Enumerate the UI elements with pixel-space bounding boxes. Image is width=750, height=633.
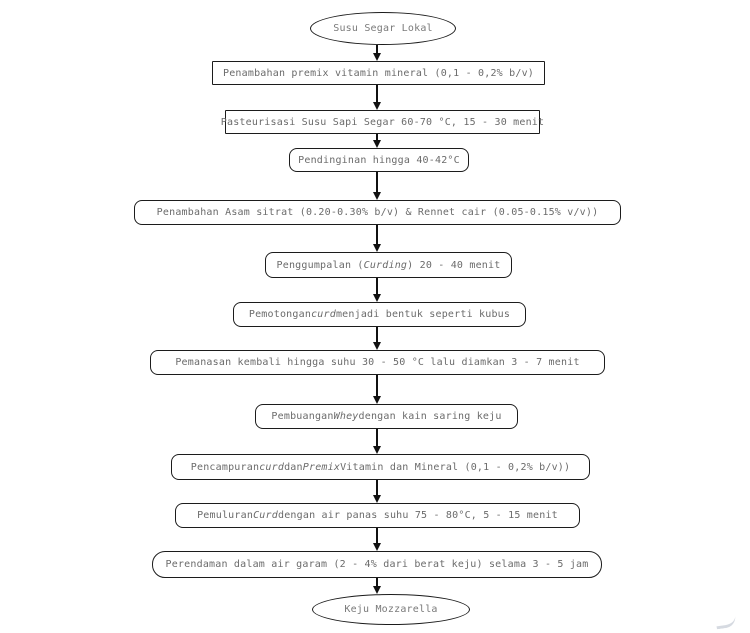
flow-arrow	[373, 375, 381, 404]
step-whey-removal: Pembuangan Whey dengan kain saring keju	[255, 404, 518, 429]
step-curd-stretching: Pemuluran Curd dengan air panas suhu 75 - 80°C, 5 - 15 menit	[175, 503, 580, 528]
flow-arrow	[373, 429, 381, 454]
arrowhead-down-icon	[373, 446, 381, 454]
arrowhead-down-icon	[373, 140, 381, 148]
step-curd-premix-mixing: Pencampuran curd dan Premix Vitamin dan Mineral (0,1 - 0,2% b/v))	[171, 454, 590, 480]
arrowhead-down-icon	[373, 543, 381, 551]
arrowhead-down-icon	[373, 102, 381, 110]
arrowhead-down-icon	[373, 244, 381, 252]
arrowhead-down-icon	[373, 495, 381, 503]
step-premix-addition: Penambahan premix vitamin mineral (0,1 - 0,2% b/v)	[212, 61, 545, 85]
arrowhead-down-icon	[373, 294, 381, 302]
flow-arrow	[373, 172, 381, 200]
flow-arrow	[373, 85, 381, 110]
end-terminator: Keju Mozzarella	[312, 594, 470, 625]
flow-arrow	[373, 327, 381, 350]
flow-arrow	[373, 134, 381, 148]
step-cooling: Pendinginan hingga 40-42°C	[289, 148, 469, 172]
step-curding: Penggumpalan ( Curding ) 20 - 40 menit	[265, 252, 512, 278]
flow-arrow	[373, 45, 381, 61]
arrowhead-down-icon	[373, 53, 381, 61]
step-curd-cutting: Pemotongan curd menjadi bentuk seperti kubus	[233, 302, 526, 327]
flow-arrow	[373, 480, 381, 503]
scan-artifact-mark	[715, 616, 736, 630]
step-brining: Perendaman dalam air garam (2 - 4% dari berat keju) selama 3 - 5 jam	[152, 551, 602, 578]
start-terminator: Susu Segar Lokal	[310, 12, 456, 45]
flow-arrow	[373, 225, 381, 252]
step-reheating: Pemanasan kembali hingga suhu 30 - 50 °C lalu diamkan 3 - 7 menit	[150, 350, 605, 375]
arrowhead-down-icon	[373, 396, 381, 404]
flow-arrow	[373, 278, 381, 302]
step-citric-acid-rennet: Penambahan Asam sitrat (0.20-0.30% b/v) & Rennet cair (0.05-0.15% v/v))	[134, 200, 621, 225]
arrowhead-down-icon	[373, 192, 381, 200]
step-pasteurization: Pasteurisasi Susu Sapi Segar 60-70 °C, 15 - 30 menit	[225, 110, 540, 134]
arrowhead-down-icon	[373, 586, 381, 594]
arrowhead-down-icon	[373, 342, 381, 350]
flow-arrow	[373, 528, 381, 551]
flow-arrow	[373, 578, 381, 594]
